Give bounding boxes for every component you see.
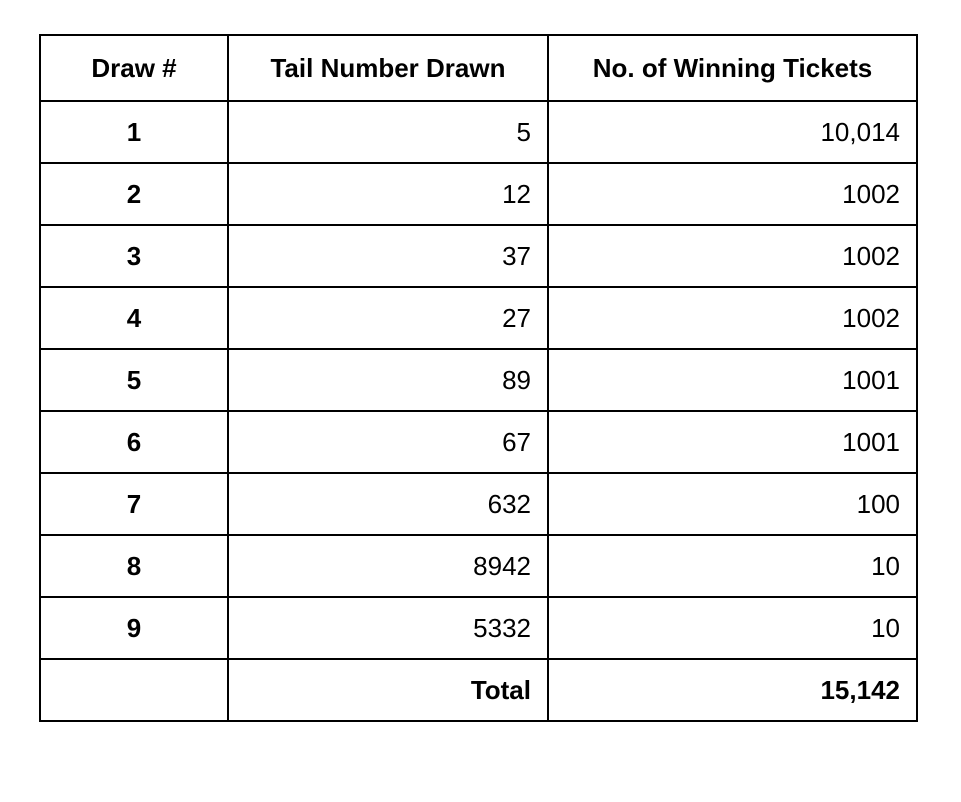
winning-tickets-cell: 100 bbox=[548, 473, 917, 535]
winning-tickets-cell: 1002 bbox=[548, 163, 917, 225]
total-label: Total bbox=[228, 659, 548, 721]
winning-tickets-cell: 1002 bbox=[548, 287, 917, 349]
tail-number-cell: 67 bbox=[228, 411, 548, 473]
tail-number-cell: 8942 bbox=[228, 535, 548, 597]
draw-number-cell: 7 bbox=[40, 473, 228, 535]
draw-number-cell: 6 bbox=[40, 411, 228, 473]
winning-tickets-cell: 1001 bbox=[548, 411, 917, 473]
winning-tickets-cell: 10 bbox=[548, 597, 917, 659]
winning-tickets-cell: 10 bbox=[548, 535, 917, 597]
tail-number-cell: 5332 bbox=[228, 597, 548, 659]
tail-number-cell: 632 bbox=[228, 473, 548, 535]
draw-results-table bbox=[39, 34, 918, 722]
table-row bbox=[40, 535, 917, 597]
total-empty-cell bbox=[40, 659, 228, 721]
draw-number-cell: 9 bbox=[40, 597, 228, 659]
tail-number-cell: 89 bbox=[228, 349, 548, 411]
tail-number-cell: 27 bbox=[228, 287, 548, 349]
total-row bbox=[40, 659, 917, 721]
table-row bbox=[40, 225, 917, 287]
header-row bbox=[40, 35, 917, 101]
draw-number-cell: 2 bbox=[40, 163, 228, 225]
table-row bbox=[40, 163, 917, 225]
draw-number-cell: 5 bbox=[40, 349, 228, 411]
total-value: 15,142 bbox=[548, 659, 917, 721]
winning-tickets-cell: 1002 bbox=[548, 225, 917, 287]
winning-tickets-cell: 10,014 bbox=[548, 101, 917, 163]
draw-number-cell: 3 bbox=[40, 225, 228, 287]
header-draw-number: Draw # bbox=[40, 35, 228, 101]
table-row bbox=[40, 101, 917, 163]
draw-number-cell: 8 bbox=[40, 535, 228, 597]
table-row bbox=[40, 287, 917, 349]
table-row bbox=[40, 597, 917, 659]
table-row bbox=[40, 411, 917, 473]
winning-tickets-cell: 1001 bbox=[548, 349, 917, 411]
tail-number-cell: 12 bbox=[228, 163, 548, 225]
table-row bbox=[40, 473, 917, 535]
table-row bbox=[40, 349, 917, 411]
draw-number-cell: 4 bbox=[40, 287, 228, 349]
tail-number-cell: 5 bbox=[228, 101, 548, 163]
tail-number-cell: 37 bbox=[228, 225, 548, 287]
header-winning-tickets: No. of Winning Tickets bbox=[548, 35, 917, 101]
draw-number-cell: 1 bbox=[40, 101, 228, 163]
header-tail-number-drawn: Tail Number Drawn bbox=[228, 35, 548, 101]
